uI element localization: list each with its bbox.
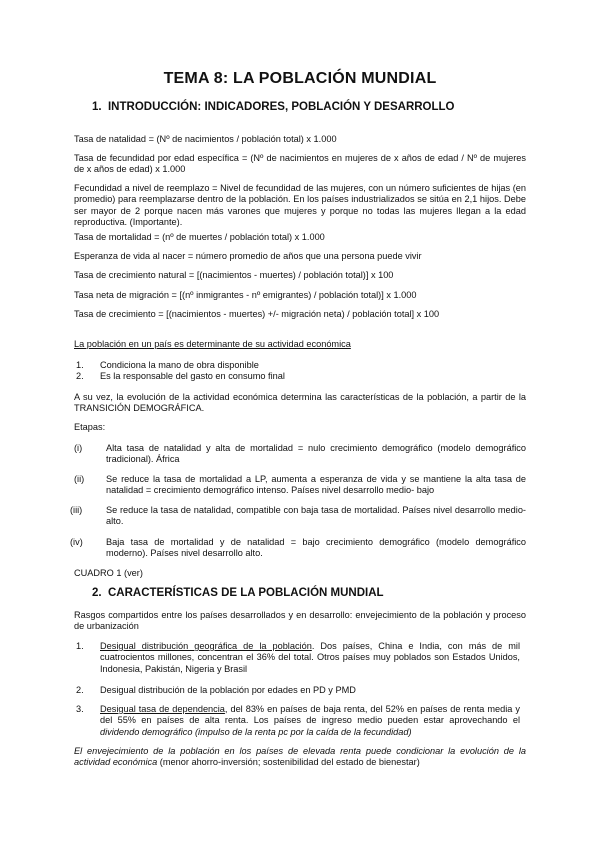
section-2-number: 2. (92, 587, 102, 599)
list2-number-1: 1. (76, 641, 84, 651)
section-2-heading (92, 587, 384, 599)
list2-item-3-italic: dividendo demográfico (impulso de la renta pc por la caída de la fecundidad) (100, 726, 412, 737)
list1-number-1: 1. (76, 360, 84, 370)
list1-number-2: 2. (76, 371, 84, 381)
formula-growth-rate: Tasa de crecimiento = [(nacimientos - muertes) +/- migración neta) / población total] x 100 (74, 309, 440, 319)
stage-item-ii: Se reduce la tasa de mortalidad a LP, aumenta a esperanza de vida y se mantiene la alta tasa de natalidad = crecimiento demográfico intenso. Países nivel desarrollo medio- bajo (106, 474, 526, 496)
list2-item-1-underlined: Desigual distribución geográfica de la población (100, 641, 312, 651)
formula-net-migration: Tasa neta de migración = [(nº inmigrantes - nº emigrantes) / población total)] x 1.000 (74, 290, 417, 300)
stage-item-iv: Baja tasa de mortalidad y de natalidad = bajo crecimiento demográfico (modelo demográfico moderno). Países nivel desarrollo alto. (106, 537, 526, 559)
list2-item-3-underlined: Desigual tasa de dependencia (100, 704, 225, 714)
stage-number-iv: (iv) (70, 537, 83, 547)
cuadro-reference: CUADRO 1 (ver) (74, 568, 143, 578)
list2-item-1 (100, 641, 520, 675)
list2-item-2: Desigual distribución de la población por edades en PD y PMD (100, 685, 356, 695)
section-1-number: 1. (92, 101, 102, 113)
list2-number-3: 3. (76, 704, 84, 714)
formula-life-expectancy: Esperanza de vida al nacer = número promedio de años que una persona puede vivir (74, 251, 422, 261)
evolution-paragraph: A su vez, la evolución de la actividad económica determina las características de la población, a partir de la TRANSICIÓN DEMOGRÁFICA. (74, 392, 526, 414)
stage-number-iii: (iii) (70, 505, 83, 515)
final-paragraph (74, 746, 526, 769)
final-paragraph-italic: El envejecimiento de la población en los países de elevada renta puede condicionar la evolución de la actividad económica (74, 746, 526, 768)
formula-fertility-rate: Tasa de fecundidad por edad específica = (Nº de nacimientos en mujeres de x años de edad / Nº de mujeres de x años de edad) x 1.000 (74, 153, 526, 175)
formula-birth-rate: Tasa de natalidad = (Nº de nacimientos / población total) x 1.000 (74, 134, 337, 144)
stage-item-iii: Se reduce la tasa de natalidad, compatible con baja tasa de mortalidad. Países nivel desarrollo medio-alto. (106, 505, 526, 527)
section-1-title: INTRODUCCIÓN: INDICADORES, POBLACIÓN Y DESARROLLO (107, 101, 455, 113)
final-paragraph-rest: (menor ahorro-inversión; sostenibilidad del estado de bienestar) (157, 757, 420, 768)
list2-item-3 (100, 704, 520, 738)
formula-mortality-rate: Tasa de mortalidad = (nº de muertes / población total) x 1.000 (74, 232, 325, 242)
stage-item-i: Alta tasa de natalidad y alta de mortalidad = nulo crecimiento demográfico (modelo demográfico tradicional). África (106, 443, 526, 465)
section-2-title: CARACTERÍSTICAS DE LA POBLACIÓN MUNDIAL (107, 587, 384, 599)
formula-replacement-fertility: Fecundidad a nivel de reemplazo = Nivel de fecundidad de las mujeres, con un número suficientes de hijas (en promedio) para reemplazarse dentro de la población. En los países industrializados se sitúa en 2,1 hijos. Debe ser mayor de 2 porque nacen más varones que mujeres y porque no todas las mujeres llegan a la edad reproductiva. (Importante). (74, 183, 526, 227)
list2-number-2: 2. (76, 685, 84, 695)
formula-natural-growth: Tasa de crecimiento natural = [(nacimientos - muertes) / población total)] x 100 (74, 270, 394, 280)
list2-item-1-rest: . Dos países, China e India, con más de mil cuatrocientos millones, concentran el 36% del total. Otros países muy poblados son Estados Unidos, Indonesia, Pakistán, Nigeria y Brasil (100, 641, 521, 674)
page-title: TEMA 8: LA POBLACIÓN MUNDIAL (163, 70, 437, 87)
section-1-heading (92, 101, 455, 113)
stage-number-ii: (ii) (74, 474, 85, 484)
subheading-population-activity: La población en un país es determinante de su actividad económica (74, 339, 351, 349)
list2-item-3-rest: , del 83% en países de baja renta, del 52% en países de renta media y del 55% en países de alta renta. Los países de ingreso medio pueden estar aprovechando el (100, 704, 520, 726)
list1-item-1: Condiciona la mano de obra disponible (100, 360, 259, 370)
rasgos-paragraph: Rasgos compartidos entre los países desarrollados y en desarrollo: envejecimiento de la población y proceso de urbanización (74, 610, 526, 632)
stage-number-i: (i) (74, 443, 83, 453)
list1-item-2: Es la responsable del gasto en consumo final (100, 371, 285, 381)
stages-label: Etapas: (74, 422, 106, 432)
